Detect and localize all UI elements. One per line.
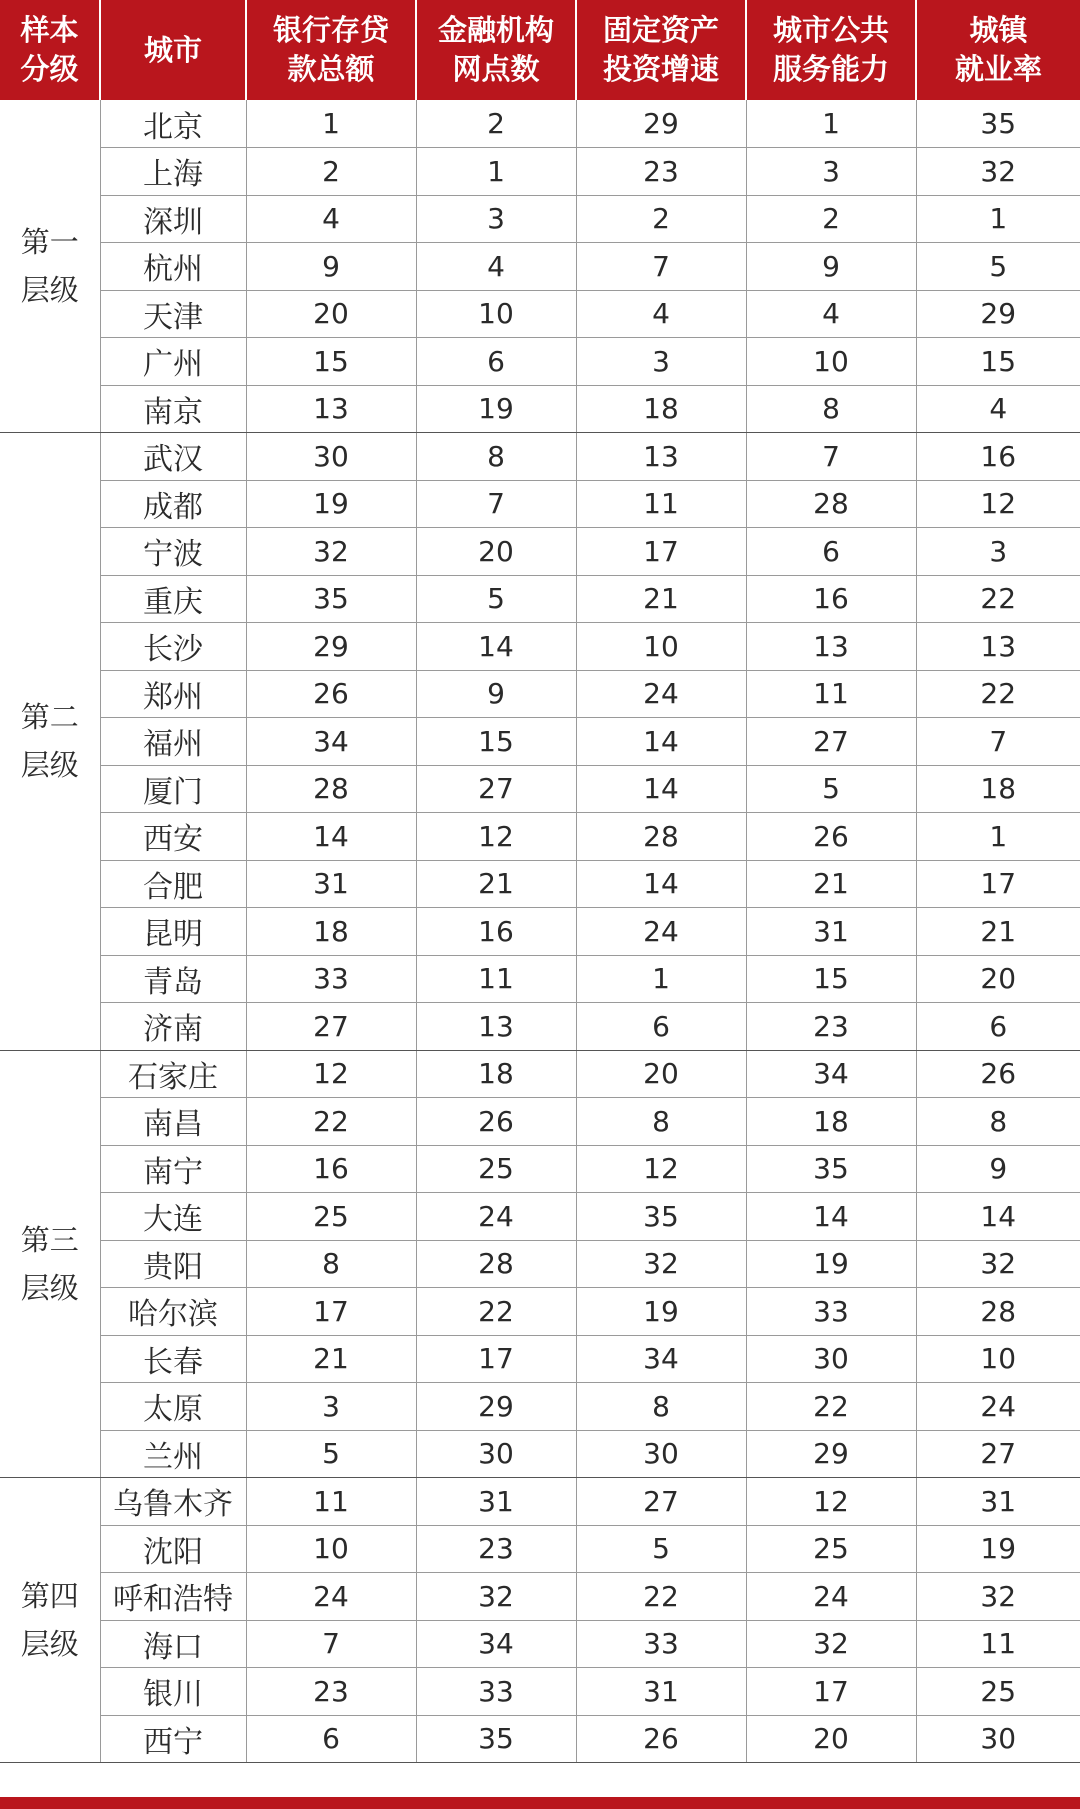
city-name-cell: 西宁 <box>100 1715 246 1763</box>
table-row <box>0 480 1080 528</box>
rank-cell: 7 <box>416 480 576 528</box>
rank-cell: 33 <box>416 1668 576 1716</box>
city-name-cell: 呼和浩特 <box>100 1573 246 1621</box>
rank-cell: 35 <box>246 575 416 623</box>
city-name-cell: 青岛 <box>100 955 246 1003</box>
rank-cell: 5 <box>416 575 576 623</box>
header-text-line: 网点数 <box>452 52 540 86</box>
rank-cell: 33 <box>246 955 416 1003</box>
rank-cell: 16 <box>416 908 576 956</box>
header-text-line: 城市公共 <box>772 13 889 47</box>
table-row <box>0 1668 1080 1716</box>
tier-label-line: 层级 <box>20 1627 79 1661</box>
rank-cell: 23 <box>746 1003 916 1051</box>
rank-cell: 21 <box>746 860 916 908</box>
table-row <box>0 908 1080 956</box>
rank-cell: 10 <box>246 1525 416 1573</box>
city-name-cell: 上海 <box>100 148 246 196</box>
rank-cell: 20 <box>746 1715 916 1763</box>
rank-cell: 23 <box>416 1525 576 1573</box>
header-text-line: 城市 <box>143 32 202 67</box>
rank-cell: 11 <box>246 1478 416 1526</box>
rank-cell: 19 <box>246 480 416 528</box>
rank-cell: 30 <box>576 1430 746 1478</box>
rank-cell: 18 <box>576 385 746 433</box>
rank-cell: 19 <box>576 1288 746 1336</box>
rank-cell: 4 <box>576 290 746 338</box>
city-name-cell: 长春 <box>100 1335 246 1383</box>
city-name-cell: 大连 <box>100 1193 246 1241</box>
tier-label <box>0 433 100 1051</box>
rank-cell: 3 <box>246 1383 416 1431</box>
city-name-cell: 哈尔滨 <box>100 1288 246 1336</box>
rank-cell: 27 <box>576 1478 746 1526</box>
tier-header <box>0 0 100 100</box>
rank-cell: 6 <box>246 1715 416 1763</box>
table-row <box>0 1193 1080 1241</box>
rank-cell: 32 <box>746 1620 916 1668</box>
rank-cell: 10 <box>576 623 746 671</box>
rank-cell: 27 <box>916 1430 1080 1478</box>
city-name-cell: 海口 <box>100 1620 246 1668</box>
investment-growth-header <box>576 0 746 100</box>
rank-cell: 23 <box>246 1668 416 1716</box>
rank-cell: 13 <box>246 385 416 433</box>
rank-cell: 18 <box>746 1098 916 1146</box>
tier-label-line: 层级 <box>20 273 79 307</box>
rank-cell: 2 <box>416 100 576 148</box>
city-name-cell: 厦门 <box>100 765 246 813</box>
rank-cell: 15 <box>416 718 576 766</box>
table-row <box>0 765 1080 813</box>
header-text-line: 固定资产 <box>602 13 719 47</box>
header-text-line: 分级 <box>20 52 79 86</box>
rank-cell: 9 <box>246 243 416 291</box>
rank-cell: 9 <box>916 1145 1080 1193</box>
header-text-line: 服务能力 <box>772 52 889 86</box>
rank-cell: 32 <box>416 1573 576 1621</box>
city-name-cell: 武汉 <box>100 433 246 481</box>
rank-cell: 30 <box>746 1335 916 1383</box>
rank-cell: 32 <box>246 528 416 576</box>
city-name-cell: 福州 <box>100 718 246 766</box>
table-row <box>0 1573 1080 1621</box>
rank-cell: 5 <box>746 765 916 813</box>
rank-cell: 25 <box>246 1193 416 1241</box>
rank-cell: 27 <box>246 1003 416 1051</box>
rank-cell: 5 <box>246 1430 416 1478</box>
city-name-cell: 兰州 <box>100 1430 246 1478</box>
rank-cell: 11 <box>416 955 576 1003</box>
rank-cell: 14 <box>916 1193 1080 1241</box>
table-body <box>0 100 1080 1763</box>
rank-cell: 18 <box>416 1050 576 1098</box>
rank-cell: 14 <box>576 860 746 908</box>
header-text-line: 银行存贷 <box>272 13 389 47</box>
tier-label-line: 层级 <box>20 1270 79 1305</box>
rank-cell: 28 <box>246 765 416 813</box>
rank-cell: 7 <box>746 433 916 481</box>
rank-cell: 10 <box>416 290 576 338</box>
rank-cell: 26 <box>416 1098 576 1146</box>
rank-cell: 21 <box>416 860 576 908</box>
tier-label-line: 第三 <box>20 1222 79 1257</box>
city-name-cell: 昆明 <box>100 908 246 956</box>
header-text-line: 金融机构 <box>437 13 554 47</box>
city-name-cell: 乌鲁木齐 <box>100 1478 246 1526</box>
rank-cell: 14 <box>576 718 746 766</box>
rank-cell: 7 <box>916 718 1080 766</box>
city-name-cell: 银川 <box>100 1668 246 1716</box>
rank-cell: 33 <box>576 1620 746 1668</box>
rank-cell: 16 <box>916 433 1080 481</box>
rank-cell: 35 <box>416 1715 576 1763</box>
rank-cell: 13 <box>576 433 746 481</box>
table-row <box>0 623 1080 671</box>
table-row <box>0 1715 1080 1763</box>
deposit-loan-header <box>246 0 416 100</box>
rank-cell: 2 <box>246 148 416 196</box>
rank-cell: 10 <box>916 1335 1080 1383</box>
city-name-cell: 郑州 <box>100 670 246 718</box>
rank-cell: 12 <box>746 1478 916 1526</box>
rank-cell: 24 <box>576 670 746 718</box>
rank-cell: 14 <box>746 1193 916 1241</box>
rank-cell: 28 <box>746 480 916 528</box>
header-text-line: 样本 <box>20 13 79 47</box>
rank-cell: 32 <box>916 148 1080 196</box>
city-name-cell: 重庆 <box>100 575 246 623</box>
rank-cell: 14 <box>416 623 576 671</box>
table-row <box>0 1050 1080 1098</box>
rank-cell: 20 <box>246 290 416 338</box>
rank-cell: 26 <box>246 670 416 718</box>
rank-cell: 1 <box>746 100 916 148</box>
rank-cell: 4 <box>246 195 416 243</box>
rank-cell: 21 <box>576 575 746 623</box>
table-row <box>0 813 1080 861</box>
rank-cell: 34 <box>746 1050 916 1098</box>
city-name-cell: 深圳 <box>100 195 246 243</box>
tier-label-line: 第一 <box>20 225 79 259</box>
rank-cell: 32 <box>916 1240 1080 1288</box>
rank-cell: 8 <box>246 1240 416 1288</box>
header-text-line: 城镇 <box>969 13 1028 47</box>
rank-cell: 24 <box>246 1573 416 1621</box>
rank-cell: 35 <box>746 1145 916 1193</box>
city-name-cell: 沈阳 <box>100 1525 246 1573</box>
rank-cell: 22 <box>916 670 1080 718</box>
rank-cell: 29 <box>576 100 746 148</box>
rank-cell: 31 <box>746 908 916 956</box>
rank-cell: 11 <box>746 670 916 718</box>
table-row <box>0 1430 1080 1478</box>
tier-label <box>0 100 100 433</box>
rank-cell: 12 <box>576 1145 746 1193</box>
table-row <box>0 195 1080 243</box>
table-row <box>0 670 1080 718</box>
rank-cell: 14 <box>576 765 746 813</box>
rank-cell: 12 <box>246 1050 416 1098</box>
rank-cell: 7 <box>576 243 746 291</box>
table-row <box>0 1145 1080 1193</box>
employment-rate-header <box>916 0 1080 100</box>
table-row <box>0 100 1080 148</box>
rank-cell: 15 <box>246 338 416 386</box>
table-row <box>0 1335 1080 1383</box>
table-row <box>0 1478 1080 1526</box>
rank-cell: 18 <box>916 765 1080 813</box>
rank-cell: 17 <box>416 1335 576 1383</box>
table-row <box>0 1288 1080 1336</box>
city-name-cell: 石家庄 <box>100 1050 246 1098</box>
rank-cell: 15 <box>916 338 1080 386</box>
tier-label-line: 层级 <box>20 748 79 783</box>
rank-cell: 30 <box>246 433 416 481</box>
rank-cell: 35 <box>916 100 1080 148</box>
header-text-line: 投资增速 <box>602 52 719 86</box>
rank-cell: 31 <box>576 1668 746 1716</box>
rank-cell: 4 <box>416 243 576 291</box>
rank-cell: 1 <box>576 955 746 1003</box>
city-name-cell: 广州 <box>100 338 246 386</box>
city-name-cell: 长沙 <box>100 623 246 671</box>
rank-cell: 22 <box>746 1383 916 1431</box>
table-row <box>0 148 1080 196</box>
city-name-cell: 南昌 <box>100 1098 246 1146</box>
rank-cell: 30 <box>916 1715 1080 1763</box>
rank-cell: 5 <box>576 1525 746 1573</box>
table-row <box>0 1620 1080 1668</box>
rank-cell: 1 <box>246 100 416 148</box>
rank-cell: 31 <box>916 1478 1080 1526</box>
rank-cell: 29 <box>746 1430 916 1478</box>
rank-cell: 6 <box>576 1003 746 1051</box>
city-name-cell: 成都 <box>100 480 246 528</box>
rank-cell: 18 <box>246 908 416 956</box>
rank-cell: 28 <box>576 813 746 861</box>
rank-cell: 12 <box>916 480 1080 528</box>
rank-cell: 15 <box>746 955 916 1003</box>
rank-cell: 22 <box>416 1288 576 1336</box>
table-row <box>0 1525 1080 1573</box>
rank-cell: 16 <box>746 575 916 623</box>
rank-cell: 3 <box>416 195 576 243</box>
city-name-cell: 宁波 <box>100 528 246 576</box>
rank-cell: 28 <box>416 1240 576 1288</box>
rank-cell: 20 <box>416 528 576 576</box>
rank-cell: 25 <box>916 1668 1080 1716</box>
city-name-cell: 济南 <box>100 1003 246 1051</box>
tier-label-line: 第四 <box>20 1579 79 1613</box>
rank-cell: 4 <box>916 385 1080 433</box>
rank-cell: 17 <box>916 860 1080 908</box>
rank-cell: 35 <box>576 1193 746 1241</box>
rank-cell: 33 <box>746 1288 916 1336</box>
rank-cell: 29 <box>916 290 1080 338</box>
table-row <box>0 1003 1080 1051</box>
rank-cell: 31 <box>246 860 416 908</box>
rank-cell: 26 <box>746 813 916 861</box>
rank-cell: 34 <box>416 1620 576 1668</box>
rank-cell: 13 <box>416 1003 576 1051</box>
city-header <box>100 0 246 100</box>
rank-cell: 12 <box>416 813 576 861</box>
rank-cell: 6 <box>916 1003 1080 1051</box>
rank-cell: 32 <box>576 1240 746 1288</box>
city-name-cell: 西安 <box>100 813 246 861</box>
city-name-cell: 南京 <box>100 385 246 433</box>
rank-cell: 11 <box>576 480 746 528</box>
city-name-cell: 合肥 <box>100 860 246 908</box>
rank-cell: 22 <box>576 1573 746 1621</box>
table-row <box>0 433 1080 481</box>
rank-cell: 32 <box>916 1573 1080 1621</box>
rank-cell: 3 <box>916 528 1080 576</box>
rank-cell: 3 <box>576 338 746 386</box>
rank-cell: 20 <box>576 1050 746 1098</box>
public-service-header <box>746 0 916 100</box>
rank-cell: 17 <box>576 528 746 576</box>
rank-cell: 4 <box>746 290 916 338</box>
rank-cell: 13 <box>746 623 916 671</box>
rank-cell: 25 <box>416 1145 576 1193</box>
rank-cell: 14 <box>246 813 416 861</box>
rank-cell: 29 <box>246 623 416 671</box>
table-row <box>0 528 1080 576</box>
rank-cell: 13 <box>916 623 1080 671</box>
rank-cell: 10 <box>746 338 916 386</box>
table-row <box>0 385 1080 433</box>
table-row <box>0 1240 1080 1288</box>
rank-cell: 21 <box>916 908 1080 956</box>
rank-cell: 20 <box>916 955 1080 1003</box>
table-header-row <box>0 0 1080 100</box>
rank-cell: 11 <box>916 1620 1080 1668</box>
rank-cell: 27 <box>746 718 916 766</box>
rank-cell: 21 <box>246 1335 416 1383</box>
rank-cell: 19 <box>416 385 576 433</box>
rank-cell: 30 <box>416 1430 576 1478</box>
rank-cell: 34 <box>576 1335 746 1383</box>
rank-cell: 22 <box>246 1098 416 1146</box>
rank-cell: 17 <box>746 1668 916 1716</box>
rank-cell: 9 <box>416 670 576 718</box>
rank-cell: 1 <box>916 195 1080 243</box>
rank-cell: 1 <box>416 148 576 196</box>
rank-cell: 24 <box>416 1193 576 1241</box>
table-row <box>0 860 1080 908</box>
rank-cell: 16 <box>246 1145 416 1193</box>
header-text-line: 就业率 <box>954 52 1042 86</box>
rank-cell: 2 <box>746 195 916 243</box>
rank-cell: 31 <box>416 1478 576 1526</box>
rank-cell: 6 <box>416 338 576 386</box>
header-text-line: 款总额 <box>287 52 375 86</box>
rank-cell: 25 <box>746 1525 916 1573</box>
city-name-cell: 贵阳 <box>100 1240 246 1288</box>
tier-label <box>0 1050 100 1478</box>
table-row <box>0 1383 1080 1431</box>
rank-cell: 24 <box>576 908 746 956</box>
city-name-cell: 南宁 <box>100 1145 246 1193</box>
rank-cell: 9 <box>746 243 916 291</box>
rank-cell: 8 <box>576 1383 746 1431</box>
table-row <box>0 290 1080 338</box>
rank-cell: 2 <box>576 195 746 243</box>
rank-cell: 17 <box>246 1288 416 1336</box>
rank-cell: 3 <box>746 148 916 196</box>
bottom-accent-bar <box>0 1797 1080 1809</box>
city-name-cell: 杭州 <box>100 243 246 291</box>
rank-cell: 19 <box>916 1525 1080 1573</box>
rank-cell: 34 <box>246 718 416 766</box>
rank-cell: 27 <box>416 765 576 813</box>
tier-label-line: 第二 <box>20 700 79 735</box>
city-name-cell: 天津 <box>100 290 246 338</box>
rank-cell: 19 <box>746 1240 916 1288</box>
rank-cell: 26 <box>576 1715 746 1763</box>
rank-cell: 8 <box>416 433 576 481</box>
rank-cell: 22 <box>916 575 1080 623</box>
rank-cell: 26 <box>916 1050 1080 1098</box>
table-row <box>0 955 1080 1003</box>
rank-cell: 6 <box>746 528 916 576</box>
table-row <box>0 243 1080 291</box>
city-name-cell: 北京 <box>100 100 246 148</box>
rank-cell: 28 <box>916 1288 1080 1336</box>
table-row <box>0 1098 1080 1146</box>
rank-cell: 5 <box>916 243 1080 291</box>
rank-cell: 8 <box>576 1098 746 1146</box>
tier-label <box>0 1478 100 1763</box>
table-row <box>0 575 1080 623</box>
rank-cell: 24 <box>746 1573 916 1621</box>
branch-count-header <box>416 0 576 100</box>
rank-cell: 23 <box>576 148 746 196</box>
table-row <box>0 718 1080 766</box>
rank-cell: 24 <box>916 1383 1080 1431</box>
rank-cell: 8 <box>916 1098 1080 1146</box>
rank-cell: 1 <box>916 813 1080 861</box>
city-name-cell: 太原 <box>100 1383 246 1431</box>
rank-cell: 29 <box>416 1383 576 1431</box>
table-row <box>0 338 1080 386</box>
rank-cell: 7 <box>246 1620 416 1668</box>
rank-cell: 8 <box>746 385 916 433</box>
